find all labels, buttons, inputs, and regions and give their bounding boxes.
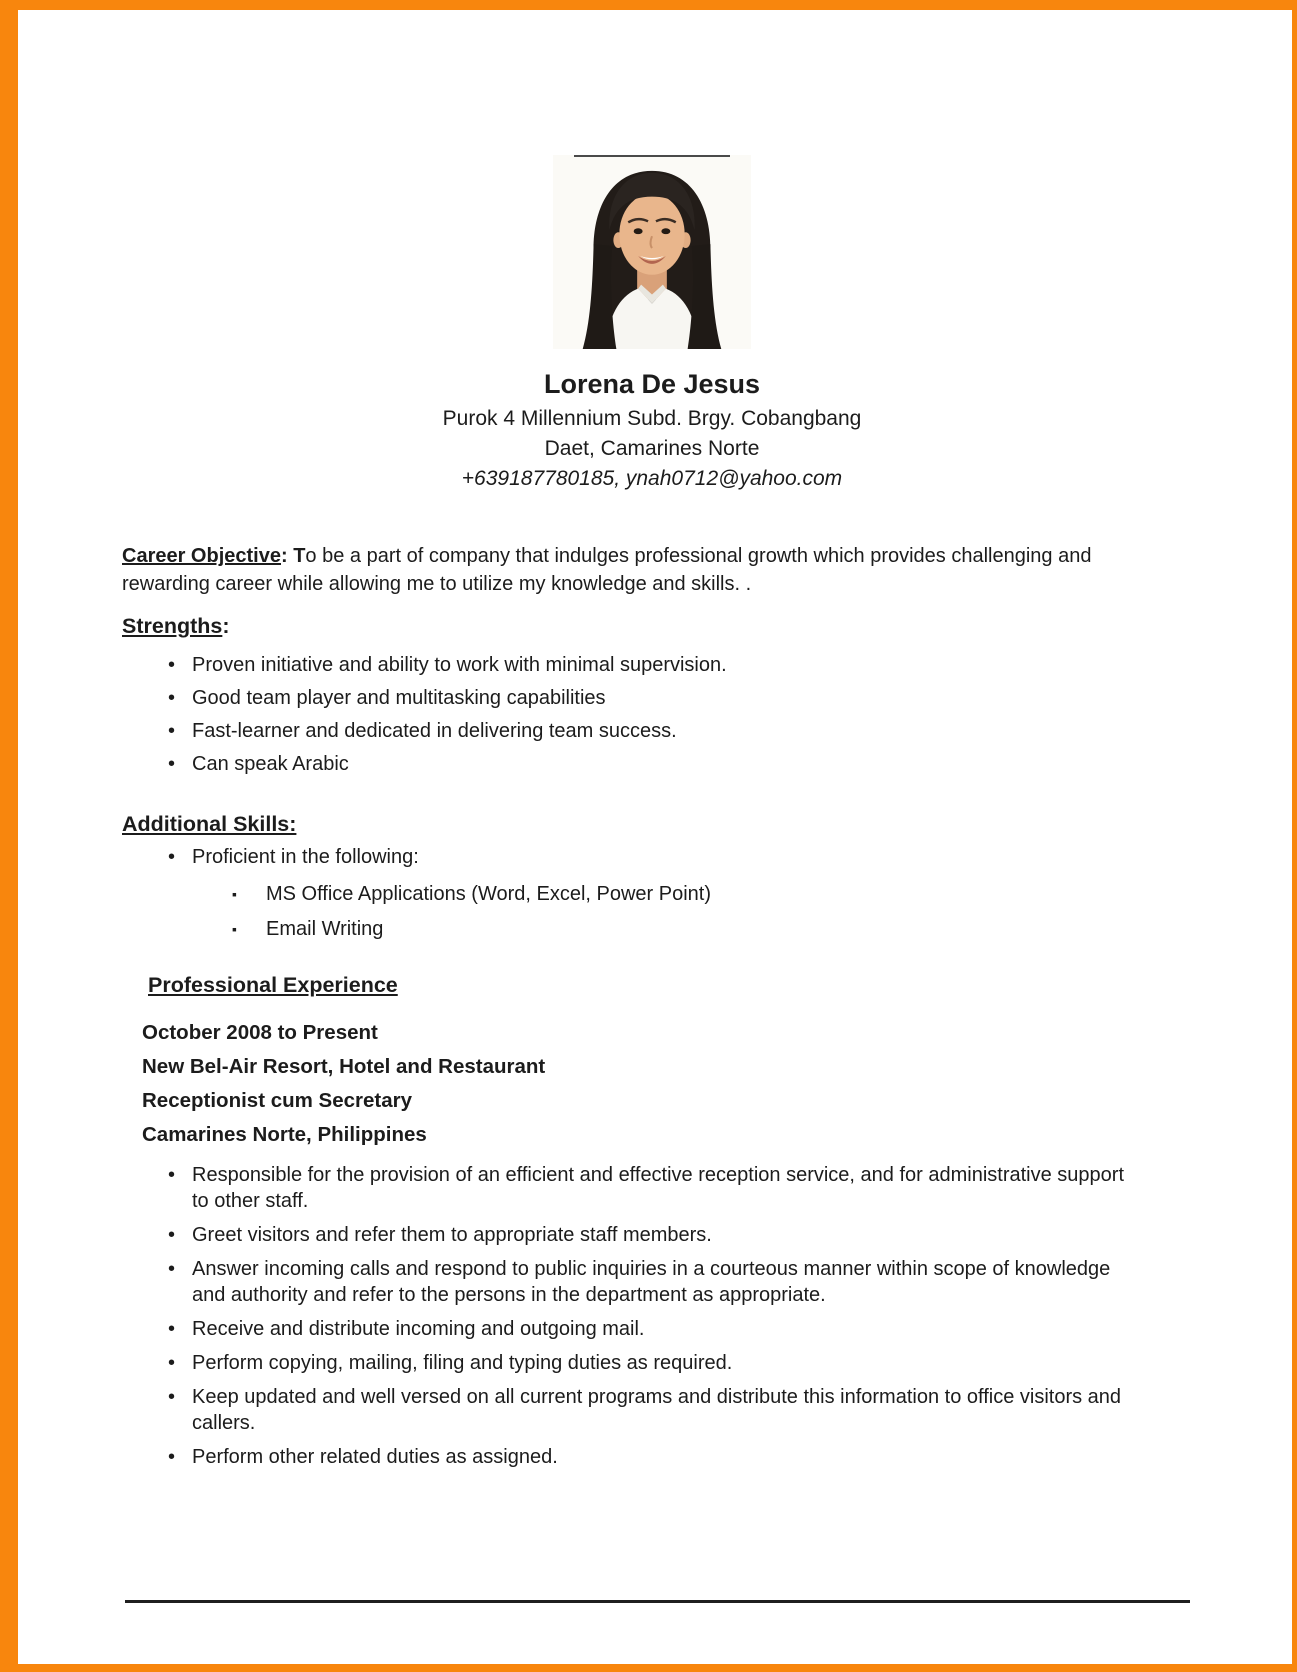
list-item: • Answer incoming calls and respond to public inquiries in a courteous manner within scope of knowledge and authority and refer to the persons in the department as appropriate. [168, 1256, 1137, 1308]
list-item: • Perform copying, mailing, filing and typing duties as required. [168, 1350, 1137, 1376]
list-item: ▪ MS Office Applications (Word, Excel, Power Point) [232, 877, 1182, 912]
list-item: ▪ Email Writing [232, 912, 1182, 947]
career-objective-lead: T [293, 545, 306, 567]
list-item: • Keep updated and well versed on all current programs and distribute this information to office visitors and callers. [168, 1384, 1137, 1436]
career-objective-colon: : [280, 545, 294, 567]
career-objective-label: Career Objective [122, 545, 281, 567]
list-item: • Receive and distribute incoming and outgoing mail. [168, 1316, 1137, 1342]
experience-position: Receptionist cum Secretary [142, 1089, 413, 1112]
list-item: • Greet visitors and refer them to appropriate staff members. [168, 1222, 1137, 1248]
applicant-photo [552, 155, 752, 353]
list-item: • Proficient in the following: [168, 843, 1137, 871]
experience-heading [148, 973, 1182, 998]
experience-duties-list [122, 1162, 1182, 1470]
career-objective-text: o be a part of company that indulges professional growth which provides challenging and rewarding career while allowing me to utilize my knowledge and skills. . [122, 545, 1092, 595]
strengths-title: Strengths [122, 614, 223, 638]
additional-skills-heading [122, 812, 1182, 837]
resume-content [18, 155, 1292, 1672]
contact-line: +639187780185, ynah0712@yahoo.com [461, 467, 843, 490]
applicant-name: Lorena De Jesus [543, 369, 761, 399]
career-objective [122, 542, 1112, 598]
address-line-1: Purok 4 Millennium Subd. Brgy. Cobangbang [442, 407, 862, 430]
experience-title: Professional Experience [148, 973, 398, 997]
experience-location: Camarines Norte, Philippines [142, 1123, 427, 1146]
strengths-heading [122, 614, 1182, 639]
additional-skills-title: Additional Skills: [122, 812, 297, 836]
strengths-colon: : [222, 614, 230, 638]
list-item: • Perform other related duties as assigned. [168, 1444, 1137, 1470]
portrait-icon [552, 155, 752, 349]
footer-rule [125, 1600, 1190, 1603]
experience-company: New Bel-Air Resort, Hotel and Restaurant [142, 1055, 546, 1078]
address-line-2: Daet, Camarines Norte [544, 437, 760, 460]
list-item: • Fast-learner and dedicated in delivering team success. [168, 717, 1137, 745]
additional-skills-list [122, 877, 1182, 947]
list-item: • Proven initiative and ability to work with minimal supervision. [168, 651, 1137, 679]
additional-skills-intro-list [122, 843, 1182, 871]
experience-period: October 2008 to Present [142, 1021, 378, 1044]
list-item: • Good team player and multitasking capabilities [168, 684, 1137, 712]
photo-top-line [574, 155, 730, 157]
list-item: • Responsible for the provision of an efficient and effective reception service, and for administrative support to other staff. [168, 1162, 1137, 1214]
list-item: • Can speak Arabic [168, 750, 1137, 778]
strengths-list [122, 651, 1182, 778]
